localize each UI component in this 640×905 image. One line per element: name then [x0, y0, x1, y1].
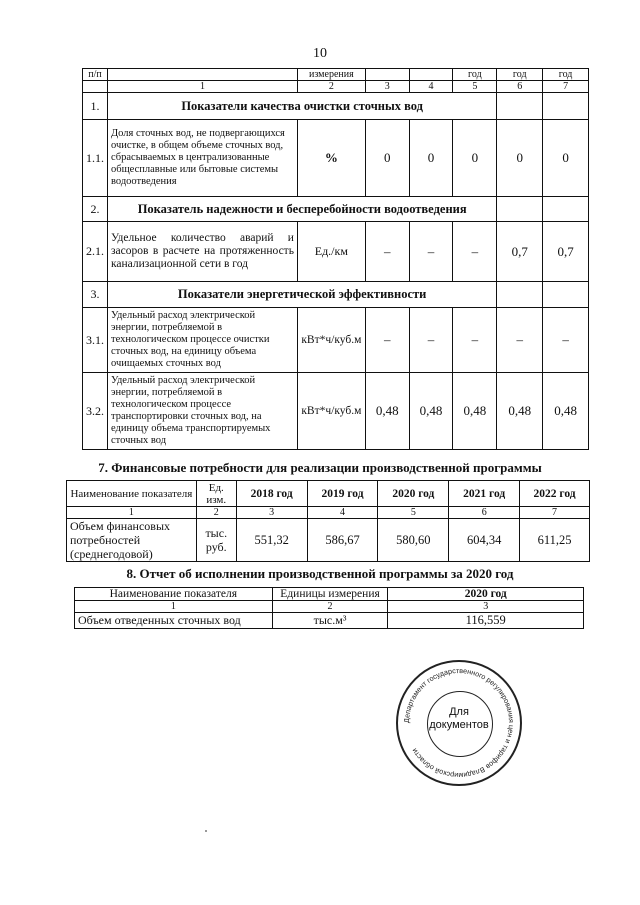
index-cell: 2: [196, 507, 236, 519]
index-cell: 1: [75, 601, 273, 613]
value-cell: 0: [409, 120, 453, 197]
value-cell: 0: [497, 120, 543, 197]
index-cell: 4: [307, 507, 378, 519]
section-title: Показатели качества очистки сточных вод: [108, 93, 497, 120]
row-number: 3.1.: [83, 308, 108, 373]
scan-speck: [205, 830, 207, 832]
value-cell: –: [453, 308, 497, 373]
index-cell: 1: [108, 81, 298, 93]
empty-cell: [543, 282, 589, 308]
value-cell: 0,48: [365, 373, 409, 450]
section-title: Показатель надежности и бесперебойности водоотведения: [108, 197, 497, 222]
column-header: Ед. изм.: [196, 481, 236, 507]
page-number: 10: [313, 46, 327, 61]
index-cell: 2: [272, 601, 388, 613]
value-cell: –: [497, 308, 543, 373]
index-cell: 7: [543, 81, 589, 93]
stamp-center-text: [398, 706, 520, 732]
empty-cell: [543, 93, 589, 120]
indicator-name: Объем отведенных сточных вод: [75, 613, 273, 629]
header-cell: [365, 69, 409, 81]
value-cell: 551,32: [236, 519, 307, 562]
table-row: [83, 222, 589, 282]
column-header: 2022 год: [520, 481, 590, 507]
financial-needs-table: [66, 480, 590, 562]
stamp-ring-label: Департамент государственного регулирования цен и тарифов Владимирской области: [401, 665, 517, 781]
column-header: 2020 год: [388, 588, 584, 601]
value-cell: –: [453, 222, 497, 282]
value-cell: 0,48: [497, 373, 543, 450]
table-top-header-row: [83, 69, 589, 81]
section-number: 1.: [83, 93, 108, 120]
indicator-name: Объем финансовых потребностей (среднегодовой): [67, 519, 197, 562]
value-cell: 0: [453, 120, 497, 197]
header-cell: [409, 69, 453, 81]
table-index-row: [83, 81, 589, 93]
row-number: 3.2.: [83, 373, 108, 450]
column-header: 2019 год: [307, 481, 378, 507]
column-header: Наименование показателя: [75, 588, 273, 601]
column-header: Наименование показателя: [67, 481, 197, 507]
index-cell: 3: [365, 81, 409, 93]
value-cell: 580,60: [378, 519, 449, 562]
value-cell: 0: [365, 120, 409, 197]
empty-cell: [543, 197, 589, 222]
table-row: [83, 308, 589, 373]
section-header-row: [83, 282, 589, 308]
stamp-center-line: Для: [449, 706, 469, 718]
value-cell: 0,7: [543, 222, 589, 282]
section-number: 3.: [83, 282, 108, 308]
table-header-row: [67, 481, 590, 507]
section-header-row: [83, 93, 589, 120]
value-cell: –: [409, 308, 453, 373]
row-number: 1.1.: [83, 120, 108, 197]
header-cell: год: [453, 69, 497, 81]
indicator-description: Удельный расход электрической энергии, потребляемой в технологическом процессе очистки сточных вод, на единицу объема очищаемых сточных вод: [108, 308, 298, 373]
index-cell: 3: [236, 507, 307, 519]
table-index-row: [75, 601, 584, 613]
index-cell: 6: [497, 81, 543, 93]
value-cell: 611,25: [520, 519, 590, 562]
index-cell: [83, 81, 108, 93]
empty-cell: [497, 197, 543, 222]
unit-cell: %: [297, 120, 365, 197]
indicator-description: Доля сточных вод, не подвергающихся очистке, в общем объеме сточных вод, сбрасываемых в централизованные общесплавные или бытовые системы водоотведения: [108, 120, 298, 197]
index-cell: 4: [409, 81, 453, 93]
index-cell: 5: [453, 81, 497, 93]
section-8-heading: 8. Отчет об исполнении производственной программы за 2020 год: [126, 566, 514, 581]
section-title: Показатели энергетической эффективности: [108, 282, 497, 308]
value-cell: 604,34: [449, 519, 520, 562]
value-cell: –: [365, 308, 409, 373]
table-index-row: [67, 507, 590, 519]
unit-cell: кВт*ч/куб.м: [297, 373, 365, 450]
column-header: Единицы измерения: [272, 588, 388, 601]
unit-cell: тыс. руб.: [196, 519, 236, 562]
unit-cell: тыс.м³: [272, 613, 388, 629]
index-cell: 5: [378, 507, 449, 519]
index-cell: 6: [449, 507, 520, 519]
column-header: 2021 год: [449, 481, 520, 507]
value-cell: –: [409, 222, 453, 282]
column-header: 2020 год: [378, 481, 449, 507]
value-cell: 0,48: [453, 373, 497, 450]
section-header-row: [83, 197, 589, 222]
indicator-description: Удельный расход электрической энергии, потребляемой в технологическом процессе транспортировки сточных вод, на единицу объема транспортируемых сточных вод: [108, 373, 298, 450]
index-cell: 2: [297, 81, 365, 93]
program-report-table: [74, 587, 584, 629]
value-cell: –: [365, 222, 409, 282]
index-cell: 1: [67, 507, 197, 519]
index-cell: 7: [520, 507, 590, 519]
header-cell: измерения: [297, 69, 365, 81]
value-cell: 586,67: [307, 519, 378, 562]
table-row: [83, 373, 589, 450]
value-cell: 0,48: [409, 373, 453, 450]
unit-cell: Ед./км: [297, 222, 365, 282]
indicator-description: Удельное количество аварий и засоров в расчете на протяженность канализационной сети в год: [108, 222, 298, 282]
table-row: [83, 120, 589, 197]
value-cell: 0,7: [497, 222, 543, 282]
header-cell: год: [497, 69, 543, 81]
table-row: [67, 519, 590, 562]
index-cell: 3: [388, 601, 584, 613]
section-number: 2.: [83, 197, 108, 222]
table-row: [75, 613, 584, 629]
value-cell: 0: [543, 120, 589, 197]
header-cell: год: [543, 69, 589, 81]
empty-cell: [497, 93, 543, 120]
empty-cell: [497, 282, 543, 308]
value-cell: –: [543, 308, 589, 373]
row-number: 2.1.: [83, 222, 108, 282]
stamp-center-line: документов: [429, 719, 489, 731]
header-cell: [108, 69, 298, 81]
header-cell: п/п: [83, 69, 108, 81]
official-stamp: [396, 660, 522, 786]
table-header-row: [75, 588, 584, 601]
column-header: 2018 год: [236, 481, 307, 507]
value-cell: 116,559: [388, 613, 584, 629]
indicators-table: [82, 68, 589, 450]
section-7-heading: 7. Финансовые потребности для реализации производственной программы: [98, 460, 542, 475]
value-cell: 0,48: [543, 373, 589, 450]
unit-cell: кВт*ч/куб.м: [297, 308, 365, 373]
